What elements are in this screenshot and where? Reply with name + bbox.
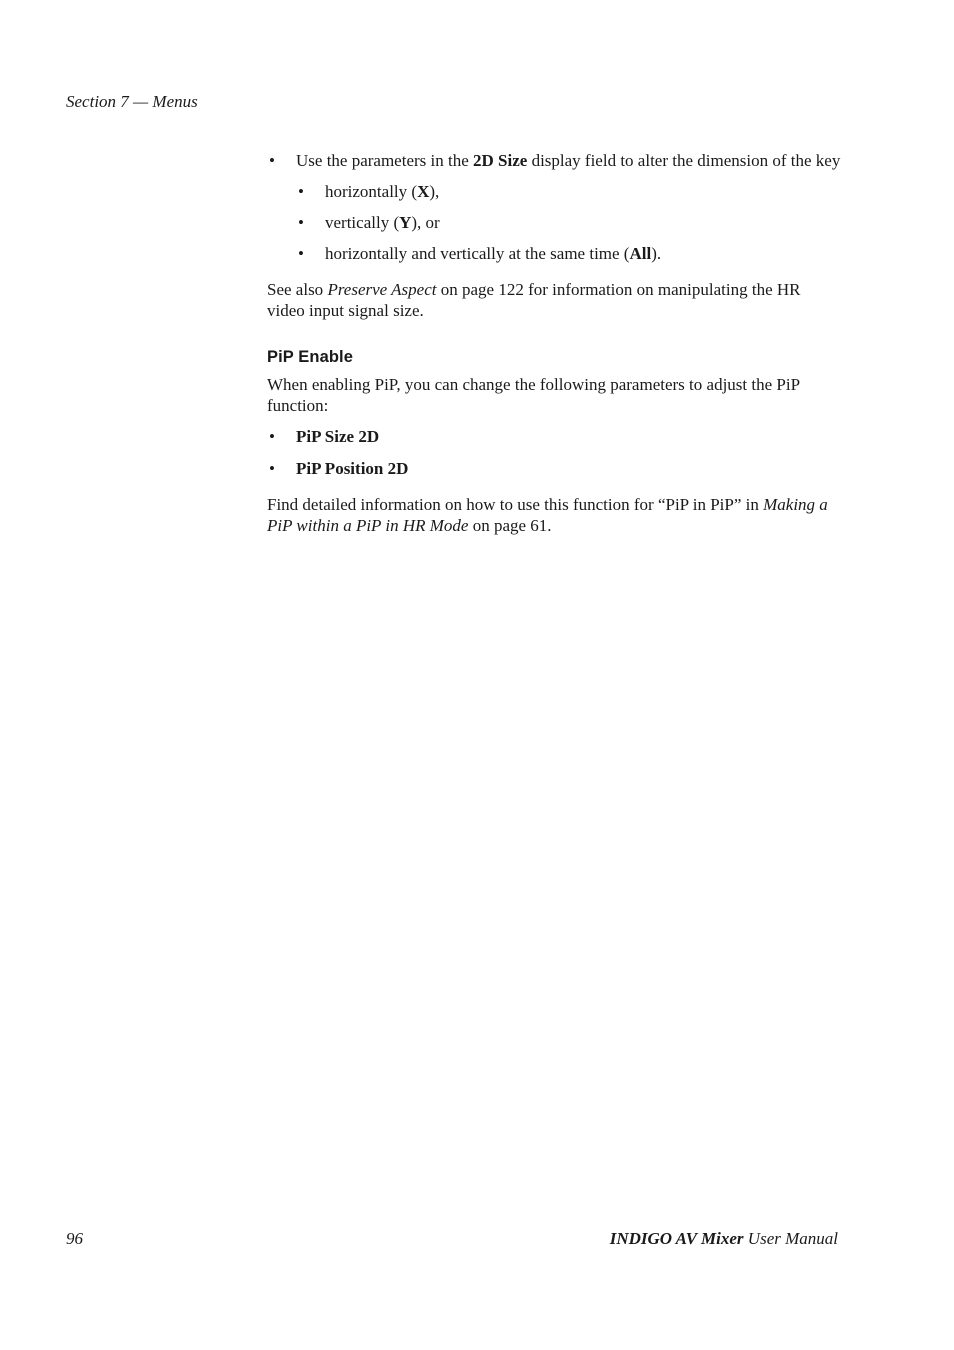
cross-reference-pip-in-pip: Making a PiP within a PiP in HR Mode xyxy=(267,495,828,535)
sub-bullet-text: ). xyxy=(651,244,662,263)
sub-bullet-vertical xyxy=(296,212,842,233)
running-footer xyxy=(610,1229,838,1249)
page-number: 96 xyxy=(66,1229,83,1248)
parameter-pip-size-2d: PiP Size 2D xyxy=(296,427,380,446)
page-body xyxy=(267,150,842,536)
paragraph-text: See also xyxy=(267,280,328,299)
sub-bullet-text: horizontally and vertically at the same time ( xyxy=(325,244,630,263)
heading-pip-enable: PiP Enable xyxy=(267,348,353,366)
see-also-paragraph xyxy=(267,279,842,321)
product-name: INDIGO AV Mixer xyxy=(609,1229,744,1248)
paragraph-text: on page 61. xyxy=(468,516,552,535)
parameter-x: X xyxy=(417,182,430,201)
pip-intro-paragraph: When enabling PiP, you can change the following parameters to adjust the PiP function: xyxy=(267,375,800,415)
paragraph-text: Find detailed information on how to use this function for “PiP in PiP” in xyxy=(267,495,764,514)
bullet-text: display field to alter the dimension of the key xyxy=(527,151,841,170)
sub-bullet-horizontal xyxy=(296,181,842,202)
parameter-pip-position-2d: PiP Position 2D xyxy=(296,459,409,478)
parameter-all: All xyxy=(629,244,652,263)
bullet-2d-size xyxy=(267,150,842,171)
sub-bullet-text: vertically ( xyxy=(325,213,400,232)
running-header: Section 7 — Menus xyxy=(66,92,198,111)
bullet-pip-position-2d xyxy=(267,458,842,479)
manual-label: User Manual xyxy=(743,1229,838,1248)
sub-bullet-all xyxy=(296,243,842,264)
paragraph-text: on page 122 for information on manipulating the HR video input signal size. xyxy=(267,280,801,320)
sub-bullet-text: ), xyxy=(429,182,440,201)
bullet-pip-size-2d xyxy=(267,426,842,447)
pip-detail-paragraph xyxy=(267,494,842,536)
bullet-text: Use the parameters in the xyxy=(296,151,474,170)
parameter-y: Y xyxy=(399,213,412,232)
field-name-2d-size: 2D Size xyxy=(473,151,528,170)
sub-bullet-text: ), or xyxy=(411,213,440,232)
sub-bullet-text: horizontally ( xyxy=(325,182,418,201)
cross-reference-preserve-aspect: Preserve Aspect xyxy=(327,280,437,299)
